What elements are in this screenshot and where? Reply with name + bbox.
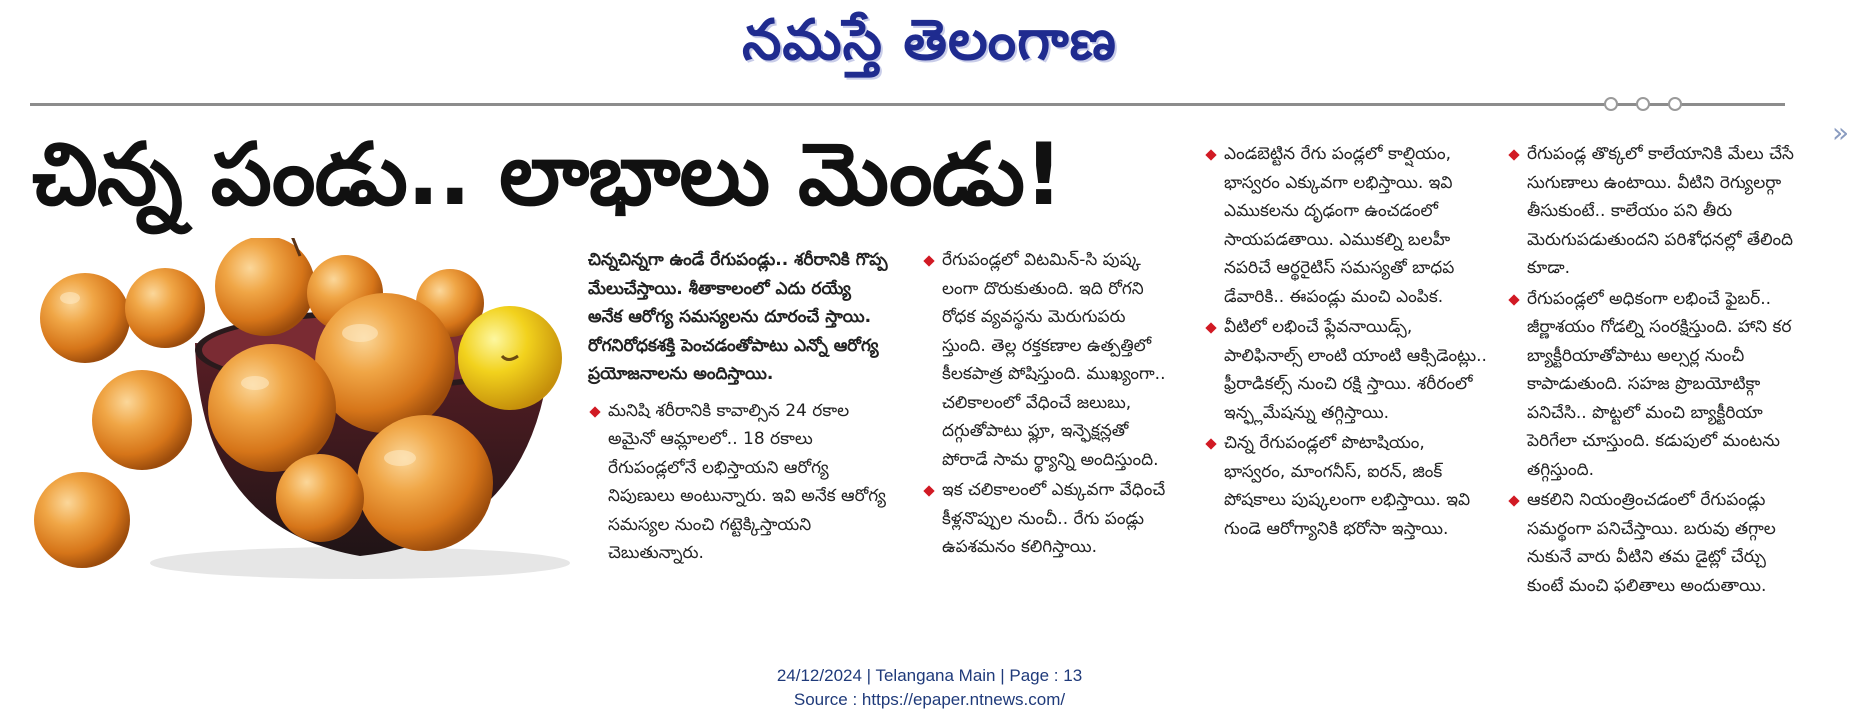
headline: చిన్న పండు.. లాభాలు మెండు! <box>32 125 1063 225</box>
article-column-1 <box>588 246 888 570</box>
rule-ornament <box>1604 97 1618 111</box>
masthead-logo: నమస్తే తెలంగాణ <box>742 8 1117 73</box>
bullet-item: ఎండబెట్టిన రేగు పండ్లలో కాల్షియం, భాస్వరం ఎక్కువగా లభిస్తాయి. ఇవి ఎముకలను దృఢంగా ఉంచడంలో సాయపడతాయి. ఎముకల్ని బలహీ నపరిచే ఆర్థరైటిస్ సమస్యతో బాధప డేవారికి.. ఈపండ్లు మంచి ఎంపిక. <box>1204 140 1489 311</box>
edition-info: 24/12/2024 | Telangana Main | Page : 13 <box>776 666 1083 685</box>
bullet-item: వీటిలో లభించే ఫ్లేవనాయిడ్స్, పాలిఫినాల్స్ లాంటి యాంటి ఆక్సిడెంట్లు.. ఫ్రీరాడికల్స్ నుంచి రక్షి స్తాయి. శరీరంలో ఇన్ఫ్లమేషన్ను తగ్గిస్తాయి. <box>1204 313 1489 427</box>
article-column-2 <box>922 246 1172 564</box>
diamond-bullet-icon <box>1205 322 1216 333</box>
bullet-list <box>588 397 888 568</box>
source-link[interactable]: Source : https://epaper.ntnews.com/ <box>793 690 1066 709</box>
bullet-item: రేగుపండ్లలో అధికంగా లభించే ఫైబర్.. జీర్ణాశయం గోడల్ని సంరక్షిస్తుంది. హాని కర బ్యాక్టీరియాతోపాటు అల్సర్ల నుంచీ కాపాడుతుంది. సహజ ప్రొబయోటిక్గా పనిచేసి.. పొట్టలో మంచి బ్యాక్టీరియా పెరిగేలా చూస్తుంది. కడుపులో మంటను తగ్గిస్తుంది. <box>1507 285 1807 485</box>
diamond-bullet-icon <box>1205 438 1216 449</box>
bullet-item: మనిషి శరీరానికి కావాల్సిన 24 రకాల అమైనో ఆమ్లాలలో.. 18 రకాలు రేగుపండ్లలోనే లభిస్తాయని ఆరోగ్య నిపుణులు అంటున్నారు. ఇవి అనేక ఆరోగ్య సమస్యల నుంచి గట్టెక్కిస్తాయని చెబుతున్నారు. <box>588 397 888 568</box>
rule-ornament <box>1636 97 1650 111</box>
bullet-item: రేగుపండ్లలో విటమిన్-సి పుష్క లంగా దొరుకుతుంది. ఇది రోగని రోధక వ్యవస్థను మెరుగుపరు స్తుంది. తెల్ల రక్తకణాల ఉత్పత్తిలో కీలకపాత్ర పోషిస్తుంది. ముఖ్యంగా.. చలికాలంలో వేధించే జలుబు, దగ్గుతోపాటు ఫ్లూ, ఇన్ఫెక్షన్లతో పోరాడే సామ ర్థ్యాన్ని అందిస్తుంది. <box>922 246 1172 474</box>
bullet-item: ఆకలిని నియంత్రించడంలో రేగుపండ్లు సమర్థంగా పనిచేస్తాయి. బరువు తగ్గాల నుకునే వారు వీటిని తమ డైట్లో చేర్చు కుంటే మంచి ఫలితాలు అందుతాయి. <box>1507 486 1807 600</box>
article-intro: చిన్నచిన్నగా ఉండే రేగుపండ్లు.. శరీరానికి గొప్ప మేలుచేస్తాయి. శీతాకాలంలో ఎదు రయ్యే అనేక ఆరోగ్య సమస్యలను దూరంచే స్తాయి. రోగనిరోధకశక్తి పెంచడంతోపాటు ఎన్నో ఆరోగ్య ప్రయోజనాలను అందిస్తాయి. <box>588 250 888 384</box>
diamond-bullet-icon <box>1205 149 1216 160</box>
diamond-bullet-icon <box>1508 149 1519 160</box>
jujube-fruit-photo <box>30 238 585 580</box>
diamond-bullet-icon <box>923 485 934 496</box>
article-column-4 <box>1507 140 1807 602</box>
bullet-item: రేగుపండ్ల తొక్కలో కాలేయానికి మేలు చేసే సుగుణాలు ఉంటాయి. వీటిని రెగ్యులర్గా తీసుకుంటే.. కాలేయం పని తీరు మెరుగుపడుతుందని పరిశోధనల్లో తేలింది కూడా. <box>1507 140 1807 283</box>
diamond-bullet-icon <box>923 255 934 266</box>
double-chevron-right-icon[interactable]: » <box>1832 116 1850 149</box>
masthead-rule <box>30 103 1785 106</box>
diamond-bullet-icon <box>1508 495 1519 506</box>
diamond-bullet-icon <box>589 406 600 417</box>
diamond-bullet-icon <box>1508 294 1519 305</box>
rule-ornament <box>1668 97 1682 111</box>
article-column-3 <box>1204 140 1489 545</box>
bullet-item: ఇక చలికాలంలో ఎక్కువగా వేధించే కీళ్లనొప్పుల నుంచీ.. రేగు పండ్లు ఉపశమనం కలిగిస్తాయి. <box>922 476 1172 562</box>
bullet-item: చిన్న రేగుపండ్లలో పొటాషియం, భాస్వరం, మాంగనీస్, ఐరన్, జింక్ పోషకాలు పుష్కలంగా లభిస్తాయి. ఇవి గుండె ఆరోగ్యానికి భరోసా ఇస్తాయి. <box>1204 429 1489 543</box>
